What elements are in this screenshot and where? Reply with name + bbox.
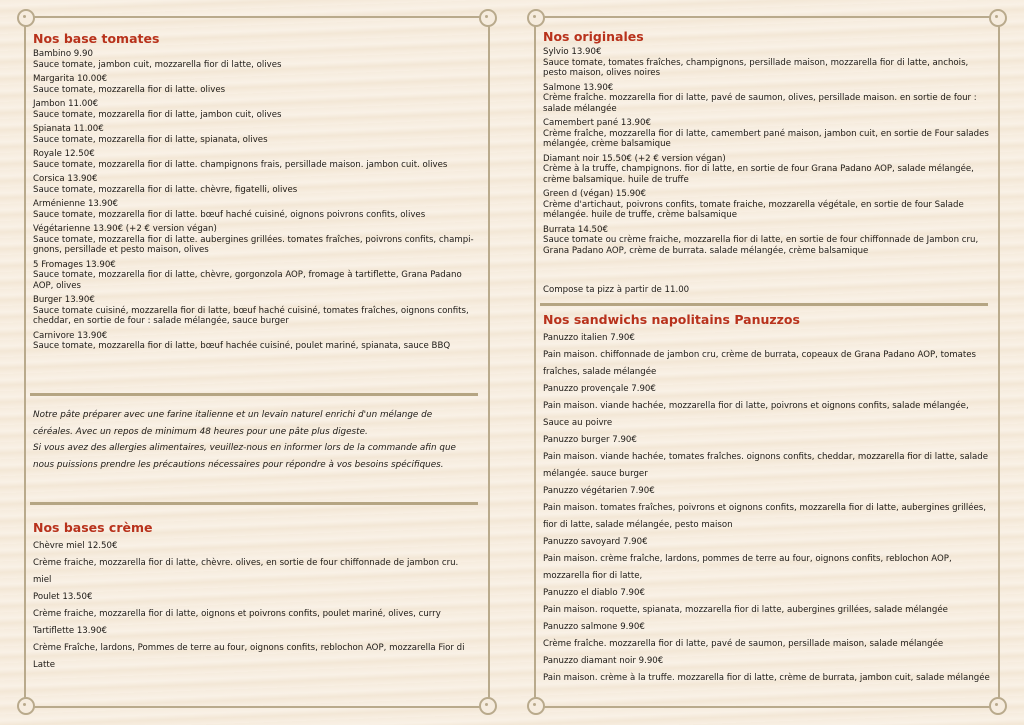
menu-item — [543, 619, 991, 653]
separator — [540, 303, 988, 306]
menu-item-name-price: Carnivore 13.90€ — [33, 330, 108, 341]
allergy-note-text: Si vous avez des allergies alimentaires, veuillez-nous en informer lors de la commande afin que nous puissions prendre les précautions nécessaires pour répondre à vos besoins spécifiques. — [33, 443, 456, 470]
menu-item — [543, 534, 991, 585]
corner-ornament-icon — [989, 697, 1007, 715]
menu-item-name-price: Panuzzo diamant noir 9.90€ — [543, 656, 664, 666]
corner-ornament-icon — [527, 9, 545, 27]
menu-item — [543, 154, 991, 186]
menu-item-name-price: Végétarienne 13.90€ (+2 € version végan) — [33, 224, 217, 234]
section-base-tomates — [33, 31, 478, 356]
separator — [30, 393, 478, 396]
section-title: Nos originales — [543, 29, 644, 44]
menu-item-description: Sauce tomate, mozzarella fior di latte. chèvre, figatelli, olives — [33, 184, 298, 195]
menu-item-description: Sauce tomate, mozzarella fior di latte, spianata, olives — [33, 134, 268, 145]
menu-item-description: Sauce tomate, mozzarella fior di latte. aubergines grillées. tomates fraîches, poivrons confits, champi-gnons, persillade et pesto maison, olives — [33, 234, 474, 255]
menu-item-name-price: Sylvio 13.90€ — [543, 47, 602, 57]
menu-item-description: Crème fraîche. mozzarella fior di latte, pavé de saumon, olives, persillade maison. en sortie de four : salade mélangée — [543, 93, 977, 114]
menu-item — [543, 118, 991, 150]
menu-item-name-price: Panuzzo italien 7.90€ — [543, 333, 635, 343]
menu-item-name-price: Diamant noir 15.50€ (+2 € version végan) — [543, 153, 726, 164]
menu-item — [33, 49, 478, 70]
menu-item — [33, 331, 478, 352]
menu-item-name-price: Burger 13.90€ — [33, 295, 95, 305]
menu-item-description: Sauce tomate cuisiné, mozzarella fior di latte, bœuf haché cuisiné, tomates fraîches, oignons confits, cheddar, en sortie de four : salade mélangée, sauce burger — [33, 305, 469, 326]
menu-item-description: Crème fraîche. mozzarella fior di latte, pavé de saumon, persillade maison, salade mélangée — [543, 639, 944, 649]
menu-item-description: Pain maison. crème fraîche, lardons, pommes de terre au four, oignons confits, reblochon AOP, mozzarella fior di latte, — [543, 554, 952, 581]
menu-item-description: Sauce tomate, mozzarella fior di latte, bœuf hachée cuisiné, poulet mariné, spianata, sauce BBQ — [33, 341, 451, 351]
menu-item-name-price: Green d (végan) 15.90€ — [543, 189, 646, 199]
menu-item-description: Crème à la truffe, champignons. fior di latte, en sortie de four Grana Padano AOP, salade mélangée, crème balsamique. huile de truffe — [543, 164, 974, 185]
menu-item-name-price: Poulet 13.50€ — [33, 592, 93, 602]
menu-item — [543, 225, 991, 257]
menu-item — [33, 149, 478, 170]
dough-note — [33, 407, 473, 473]
menu-item-description: Crème fraiche, mozzarella fior di latte, chèvre. olives, en sortie de four chiffonnade de jambon cru. miel — [33, 558, 459, 585]
menu-item-name-price: Panuzzo provençale 7.90€ — [543, 384, 656, 394]
menu-item-description: Sauce tomate ou crème fraiche, mozzarella fior di latte, en sortie de four chiffonnade de Jambon cru, Grana Padano AOP, crème de burrata. salade mélangée, crème balsamique — [543, 235, 979, 256]
menu-item-name-price: Tartiflette 13.90€ — [33, 626, 107, 636]
menu-item — [33, 589, 478, 623]
menu-item-name-price: Margarita 10.00€ — [33, 74, 108, 84]
menu-item-description: Pain maison. tomates fraîches, poivrons et oignons confits, mozzarella fior di latte, aubergines grillées, fior di latte, salade mélangée, pesto maison — [543, 503, 987, 530]
menu-item-name-price: Spianata 11.00€ — [33, 124, 104, 134]
menu-item-name-price: Camembert pané 13.90€ — [543, 118, 651, 128]
menu-item-name-price: Panuzzo burger 7.90€ — [543, 435, 637, 445]
menu-item-description: Sauce tomate, tomates fraîches, champignons, persillade maison, mozzarella fior di latte, anchois, pesto maison, olives noires — [543, 57, 969, 78]
menu-item — [543, 47, 991, 79]
menu-item-name-price: Corsica 13.90€ — [33, 174, 98, 184]
menu-item-name-price: Burrata 14.50€ — [543, 224, 608, 235]
menu-item-name-price: Salmone 13.90€ — [543, 82, 614, 93]
menu-item-name-price: Panuzzo végétarien 7.90€ — [543, 486, 655, 496]
menu-item — [33, 199, 478, 220]
section-title: Nos base tomates — [33, 31, 160, 46]
menu-item-description: Pain maison. roquette, spianata, mozzarella fior di latte, aubergines grillées, salade mélangée — [543, 605, 948, 615]
corner-ornament-icon — [479, 9, 497, 27]
compose-pizza-note: Compose ta pizz à partir de 11.00 — [543, 285, 690, 295]
menu-item — [33, 538, 478, 589]
menu-item-description: Crème fraiche, mozzarella fior di latte, oignons et poivrons confits, poulet mariné, olives, curry — [33, 609, 441, 619]
menu-item-description: Pain maison. crème à la truffe. mozzarella fior di latte, crème de burrata, jambon cuit, salade mélangée — [543, 673, 990, 683]
menu-item — [33, 260, 478, 292]
menu-item-list — [543, 330, 991, 687]
menu-item-description: Pain maison. chiffonnade de jambon cru, crème de burrata, copeaux de Grana Padano AOP, tomates fraîches, salade mélangée — [543, 350, 977, 377]
menu-item — [33, 174, 478, 195]
menu-item-name-price: Bambino 9.90 — [33, 49, 93, 59]
menu-item-description: Sauce tomate, mozzarella fior di latte. champignons frais, persillade maison. jambon cuit. olives — [33, 159, 448, 170]
menu-item-list — [543, 47, 991, 256]
menu-item-description: Pain maison. viande hachée, mozzarella fior di latte, poivrons et oignons confits, salade mélangée, Sauce au poivre — [543, 401, 969, 428]
menu-item-name-price: Panuzzo el diablo 7.90€ — [543, 588, 645, 598]
corner-ornament-icon — [989, 9, 1007, 27]
menu-item — [543, 83, 991, 115]
menu-item-description: Sauce tomate, jambon cuit, mozzarella fior di latte, olives — [33, 59, 282, 70]
menu-item — [543, 189, 991, 221]
menu-item-name-price: Panuzzo salmone 9.90€ — [543, 622, 645, 632]
menu-item-description: Sauce tomate, mozzarella fior di latte, jambon cuit, olives — [33, 109, 282, 120]
menu-item-list — [33, 538, 478, 674]
menu-item-name-price: Panuzzo savoyard 7.90€ — [543, 537, 648, 547]
menu-item-description: Pain maison. viande hachée, tomates fraîches. oignons confits, cheddar, mozzarella fior di latte, salade mélangée. sauce burger — [543, 452, 988, 479]
corner-ornament-icon — [17, 697, 35, 715]
menu-item — [543, 330, 991, 381]
menu-item — [33, 623, 478, 674]
corner-ornament-icon — [527, 697, 545, 715]
menu-item-name-price: 5 Fromages 13.90€ — [33, 259, 116, 270]
menu-item — [543, 483, 991, 534]
corner-ornament-icon — [17, 9, 35, 27]
section-title: Nos bases crème — [33, 520, 153, 535]
menu-item-name-price: Arménienne 13.90€ — [33, 199, 119, 209]
section-panuzzos — [543, 312, 991, 687]
menu-item-description: Crème d'artichaut, poivrons confits, tomate fraiche, mozzarella végétale, en sortie de four Salade mélangée. huile de truffe, crème balsamique — [543, 199, 964, 220]
menu-item — [543, 381, 991, 432]
menu-item — [33, 74, 478, 95]
menu-item-name-price: Chèvre miel 12.50€ — [33, 541, 118, 551]
section-originales — [543, 29, 991, 260]
menu-item — [33, 99, 478, 120]
corner-ornament-icon — [479, 697, 497, 715]
menu-item-description: Crème fraîche, mozzarella fior di latte, camembert pané maison, jambon cuit, en sortie de Four salades mélangée, crème balsamique — [543, 128, 989, 149]
menu-item — [543, 653, 991, 687]
separator — [30, 502, 478, 505]
dough-note-text: Notre pâte préparer avec une farine italienne et un levain naturel enrichi d'un mélange de céréales. Avec un repos de minimum 48 heures pour une pâte plus digeste. — [33, 410, 433, 437]
menu-item-name-price: Royale 12.50€ — [33, 149, 95, 159]
section-bases-creme — [33, 520, 478, 674]
menu-item-description: Sauce tomate, mozzarella fior di latte. bœuf haché cuisiné, oignons poivrons confits, olives — [33, 209, 426, 220]
menu-item-description: Sauce tomate, mozzarella fior di latte. olives — [33, 84, 226, 95]
menu-item — [33, 124, 478, 145]
menu-item-description: Crème Fraîche, lardons, Pommes de terre au four, oignons confits, reblochon AOP, mozzarella Fior di Latte — [33, 643, 465, 670]
menu-item-list — [33, 49, 478, 352]
menu-item — [33, 224, 478, 256]
section-title: Nos sandwichs napolitains Panuzzos — [543, 312, 800, 327]
menu-item — [33, 295, 478, 327]
menu-item — [543, 585, 991, 619]
menu-item-description: Sauce tomate, mozzarella fior di latte, chèvre, gorgonzola AOP, fromage à tartiflette, Grana Padano AOP, olives — [33, 270, 462, 291]
menu-item — [543, 432, 991, 483]
menu-item-name-price: Jambon 11.00€ — [33, 99, 99, 109]
